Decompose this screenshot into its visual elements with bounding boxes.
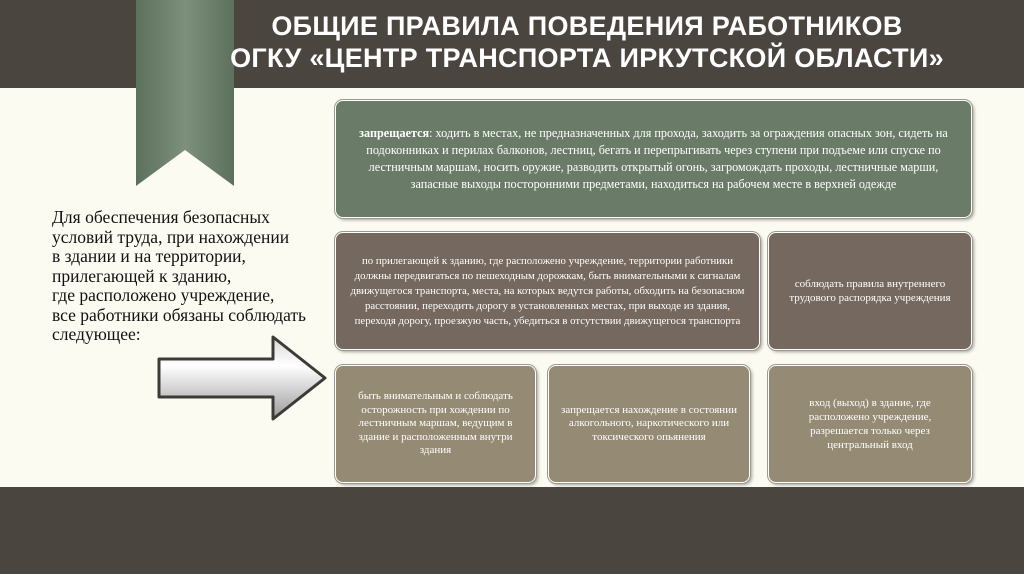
forbidden-text: : ходить в местах, не предназначенных для прохода, заходить за ограждения опасных зон, сидеть на подоконниках и перилах балконов, лестниц, бегать и перепрыгивать через ступени при подъеме или спуске по лестничным маршам, носить оружие, разводить открытый огонь, загромождать проходы, лестничные марши, запасные выходы посторонними предметами, находиться на рабочем месте в верхней одежде (366, 126, 948, 191)
right-arrow-icon (155, 333, 329, 423)
internal-rules-text: соблюдать правила внутреннего трудового распорядка учреждения (789, 278, 951, 304)
intro-line-3: в здании и на территории, (52, 246, 246, 266)
footer-band (0, 487, 1024, 574)
entrance-box (768, 365, 972, 483)
intoxication-box (548, 365, 750, 483)
entrance-text: вход (выход) в здание, где расположено учреждение, разрешается только через центральный вход (808, 397, 932, 451)
slide-title (150, 10, 1024, 74)
internal-rules-box (768, 232, 972, 350)
intro-line-4: прилегающей к зданию, (52, 265, 232, 286)
intro-line-1: Для обеспечения безопасных (52, 207, 270, 227)
intro-line-5: где расположено учреждение, (52, 285, 275, 305)
title-line-1: ОБЩИЕ ПРАВИЛА ПОВЕДЕНИЯ РАБОТНИКОВ (271, 11, 903, 41)
intro-line-2: условий труда, при нахождении (52, 226, 290, 247)
careful-text: быть внимательным и соблюдать осторожность при хождении по лестничным маршам, ведущим в здание и расположенным внутри здания (358, 390, 513, 457)
title-line-2: ОГКУ «ЦЕНТР ТРАНСПОРТА ИРКУТСКОЙ ОБЛАСТИ» (230, 43, 944, 73)
territory-text: по прилегающей к зданию, где расположено учреждение, территории работники должны передвигаться по пешеходным дорожкам, быть внимательными к сигналам движущегося транспорта, места, на которых ведутся работы, обходить на безопасном расстоянии, переходить дорогу в установленных местах, при выходе из здания, переходя дорогу, проезжую часть, убедиться в отсутствии движущегося транспорта (350, 254, 745, 327)
intoxication-text: запрещается нахождение в состоянии алкогольного, наркотического или токсического опьянения (561, 403, 737, 443)
careful-box (335, 365, 536, 483)
forbidden-box-text (350, 125, 957, 193)
forbidden-keyword: запрещается (359, 126, 430, 140)
forbidden-box (335, 100, 972, 218)
territory-box (335, 232, 760, 350)
intro-text (52, 208, 332, 345)
intro-line-6: все работники обязаны соблюдать (52, 304, 307, 325)
intro-line-7: следующее: (52, 324, 141, 344)
